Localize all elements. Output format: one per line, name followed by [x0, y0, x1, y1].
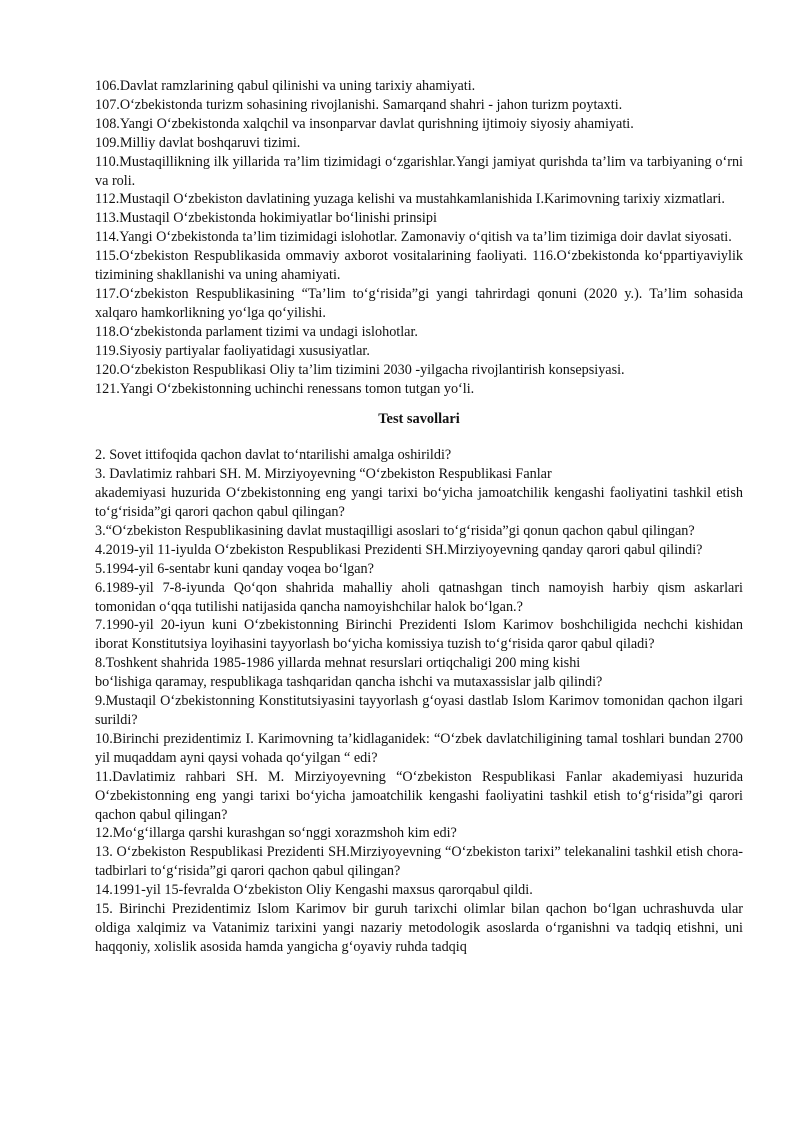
question-item: 13. O‘zbekiston Respublikasi Prezidenti SH.Mirziyoyevning “O‘zbekiston tarixi” telekanalini tashkil etish chora-tadbirlari to‘g‘risida”gi qarori qachon qabul qilingan?: [95, 844, 743, 880]
question-item: 8.Toshkent shahrida 1985-1986 yillarda mehnat resurslari ortiqchaligi 200 ming kishi: [95, 655, 581, 672]
questions-list: [95, 446, 743, 956]
question-item: 6.1989-yil 7-8-iyunda Qo‘qon shahrida mahalliy aholi qatnashgan tinch namoyish harbiy qism askarlari tomonidan o‘qqa tutilishi natijasida qancha namoyishchilar halok bo‘lgan.?: [95, 579, 743, 615]
question-item: 5.1994-yil 6-sentabr kuni qanday voqea bo‘lgan?: [95, 560, 374, 577]
question-item: 14.1991-yil 15-fevralda O‘zbekiston Oliy Kengashi maxsus qarorqabul qildi.: [95, 882, 533, 899]
topic-item: 109.Milliy davlat boshqaruvi tizimi.: [95, 134, 301, 151]
question-item: akademiyasi huzurida O‘zbekistonning eng yangi tarixi bo‘yicha jamoatchilik kengashi faoliyatini tashkil etish to‘g‘risida”gi qarori qachon qabul qilingan?: [95, 485, 743, 521]
document-page: [95, 77, 743, 957]
question-item: bo‘lishiga qaramay, respublikaga tashqaridan qancha ishchi va mutaxassislar jalb qilindi?: [95, 674, 603, 691]
topic-item: 112.Mustaqil O‘zbekiston davlatining yuzaga kelishi va mustahkamlanishida I.Karimovning tarixiy xizmatlari.: [95, 191, 725, 208]
topic-item: 119.Siyosiy partiyalar faoliyatidagi xususiyatlar.: [95, 342, 370, 359]
topic-item: 110.Mustaqillikning ilk yillarida тa’lim tizimidagi o‘zgarishlar.Yangi jamiyat qurishda ta’lim va tarbiyaning o‘rni va roli.: [95, 153, 743, 189]
question-item: 4.2019-yil 11-iyulda O‘zbekiston Respublikasi Prezidenti SH.Mirziyoyevning qanday qarori qabul qilindi?: [95, 541, 703, 558]
topic-item: 118.O‘zbekistonda parlament tizimi va undagi islohotlar.: [95, 323, 418, 340]
section-heading: Test savollari: [378, 411, 460, 428]
question-item: 3. Davlatimiz rahbari SH. M. Mirziyoyevning “O‘zbekiston Respublikasi Fanlar: [95, 466, 552, 483]
topic-item: 117.O‘zbekiston Respublikasining “Ta’lim to‘g‘risida”gi yangi tahrirdagi qonuni (2020 y.). Ta’lim sohasida xalqaro hamkorlikning yo‘lga qo‘yilishi.: [95, 285, 743, 321]
question-item: 3.“O‘zbekiston Respublikasining davlat mustaqilligi asoslari to‘g‘risida”gi qonun qachon qabul qilingan?: [95, 522, 695, 539]
topic-item: 113.Mustaqil O‘zbekistonda hokimiyatlar bo‘linishi prinsipi: [95, 210, 437, 227]
topic-item: 115.O‘zbekiston Respublikasida ommaviy axborot vositalarining faoliyati. 116.O‘zbekistonda ko‘ppartiyaviylik tizimining shakllanishi va uning ahamiyati.: [95, 248, 743, 284]
question-item: 10.Birinchi prezidentimiz I. Karimovning ta’kidlaganidek: “O‘zbek davlatchiligining tamal toshlari bundan 2700 yil muqaddam ayni qaysi vohada qo‘yilgan “ edi?: [95, 730, 743, 766]
question-item: 12.Mo‘g‘illarga qarshi kurashgan so‘nggi xorazmshoh kim edi?: [95, 825, 457, 842]
question-item: 7.1990-yil 20-iyun kuni O‘zbekistonning Birinchi Prezidenti Islom Karimov boshchiligida nechchi kishidan iborat Konstitutsiya loyihasini tayyorlash bo‘yicha komissiya tuzish to‘g‘risida qaror qabul qiladi?: [95, 617, 743, 653]
question-item: 9.Mustaqil O‘zbekistonning Konstitutsiyasini tayyorlash g‘oyasi dastlab Islom Karimov tomonidan qachon ilgari surildi?: [95, 693, 743, 728]
question-item: 11.Davlatimiz rahbari SH. M. Mirziyoyevning “O‘zbekiston Respublikasi Fanlar akademiyasi huzurida O‘zbekistonning eng yangi tarixi bo‘yicha jamoatchilik kengashi faoliyatini tashkil etish to‘g‘risida”gi qarori qachon qabul qilingan?: [95, 768, 743, 823]
topic-item: 106.Davlat ramzlarining qabul qilinishi va uning tarixiy ahamiyati.: [95, 78, 476, 94]
question-item: 15. Birinchi Prezidentimiz Islom Karimov bir guruh tarixchi olimlar bilan qachon bo‘lgan uchrashuvda ular oldiga xalqimiz va Vatanimiz tarixini yangi nazariy metodologik asoslarda o‘rganishni va tadqiq etishni, uni haqqoniy, xolislik asosida hamda yangicha g‘oyaviy ruhda tadqiq: [95, 901, 743, 955]
topic-item: 120.O‘zbekiston Respublikasi Oliy ta’lim tizimini 2030 -yilgacha rivojlantirish konsepsiyasi.: [95, 361, 625, 378]
topics-list: [95, 77, 743, 398]
topic-item: 108.Yangi O‘zbekistonda xalqchil va insonparvar davlat qurishning ijtimoiy siyosiy ahamiyati.: [95, 115, 634, 132]
topic-item: 107.O‘zbekistonda turizm sohasining rivojlanishi. Samarqand shahri - jahon turizm poytaxti.: [95, 96, 623, 113]
topic-item: 114.Yangi O‘zbekistonda ta’lim tizimidagi islohotlar. Zamonaviy o‘qitish va ta’lim tizimiga doir davlat siyosati.: [95, 229, 732, 246]
question-item: 2. Sovet ittifoqida qachon davlat to‘ntarilishi amalga oshirildi?: [95, 447, 452, 464]
topic-item: 121.Yangi O‘zbekistonning uchinchi renessans tomon tutgan yo‘li.: [95, 380, 475, 397]
